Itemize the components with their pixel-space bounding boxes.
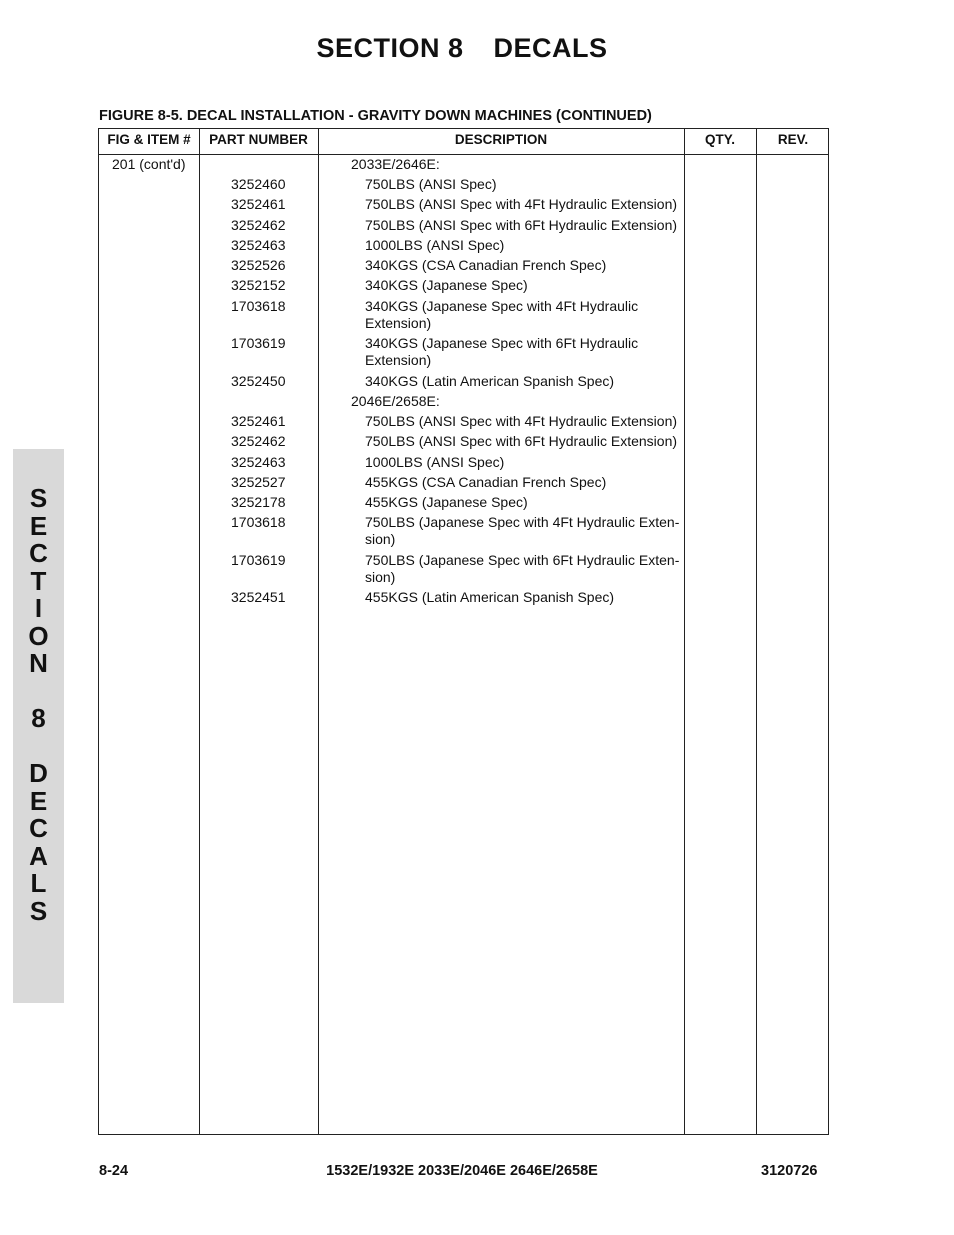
description-cell-continued: sion) (365, 531, 396, 547)
column-divider (318, 129, 319, 1134)
description-cell: 1000LBS (ANSI Spec) (365, 454, 505, 470)
part-number-cell: 3252178 (231, 494, 286, 510)
part-number-cell: 3252462 (231, 433, 286, 449)
description-cell: 750LBS (ANSI Spec with 4Ft Hydraulic Extension) (365, 413, 678, 429)
column-divider (756, 129, 757, 1134)
part-number-cell: 3252461 (231, 196, 286, 212)
part-number-cell: 1703619 (231, 335, 286, 351)
col-header-part-number: PART NUMBER (209, 132, 308, 147)
part-number-cell: 3252461 (231, 413, 286, 429)
side-tab-letter: T (30, 565, 47, 596)
section-side-tab (13, 449, 64, 1003)
description-cell: 750LBS (ANSI Spec with 6Ft Hydraulic Extension) (365, 433, 678, 449)
description-cell: 455KGS (Latin American Spanish Spec) (365, 589, 615, 605)
side-tab-letter: A (29, 840, 48, 871)
column-divider (684, 129, 685, 1134)
description-cell-continued: Extension) (365, 352, 432, 368)
section-title (0, 33, 924, 64)
side-tab-letter: C (29, 538, 48, 568)
part-number-cell: 1703619 (231, 552, 286, 568)
description-cell: 750LBS (Japanese Spec with 4Ft Hydraulic Exten- (365, 514, 680, 530)
section-name: DECALS (493, 33, 608, 63)
description-cell: 750LBS (ANSI Spec with 4Ft Hydraulic Extension) (365, 196, 678, 212)
description-cell: 455KGS (Japanese Spec) (365, 494, 528, 510)
part-number-cell: 3252451 (231, 589, 286, 605)
description-cell: 750LBS (ANSI Spec) (365, 176, 497, 192)
part-number-cell: 3252450 (231, 373, 286, 389)
side-tab-letter: E (29, 510, 48, 541)
figure-title: FIGURE 8-5. DECAL INSTALLATION - GRAVITY DOWN MACHINES (CONTINUED) (99, 108, 652, 124)
part-number-cell: 3252527 (231, 474, 286, 490)
part-number-cell: 3252463 (231, 237, 286, 253)
side-tab-letter: N (29, 648, 48, 678)
parts-table (98, 128, 829, 1135)
description-cell: 340KGS (CSA Canadian French Spec) (365, 257, 607, 273)
model-group-heading: 2046E/2658E: (351, 393, 440, 409)
col-header-rev: REV. (777, 132, 809, 147)
section-label: SECTION 8 (316, 33, 464, 63)
part-number-cell: 1703618 (231, 298, 286, 314)
part-number-cell: 3252460 (231, 176, 286, 192)
col-header-fig-item: FIG & ITEM # (107, 132, 191, 147)
page-number: 8-24 (99, 1163, 129, 1179)
description-cell: 340KGS (Latin American Spanish Spec) (365, 373, 615, 389)
side-tab-letter: L (30, 868, 47, 898)
side-tab-letter: 8 (31, 703, 46, 733)
model-group-heading: 2033E/2646E: (351, 156, 440, 172)
col-header-description: DESCRIPTION (454, 132, 548, 147)
description-cell: 340KGS (Japanese Spec with 6Ft Hydraulic (365, 335, 639, 351)
description-cell-continued: sion) (365, 569, 396, 585)
column-divider (199, 129, 200, 1134)
part-number-cell: 3252463 (231, 454, 286, 470)
description-cell: 340KGS (Japanese Spec with 4Ft Hydraulic (365, 298, 639, 314)
side-tab-letter: D (29, 758, 48, 788)
side-tab-letter: I (34, 593, 43, 623)
part-number-cell: 3252526 (231, 257, 286, 273)
description-cell-continued: Extension) (365, 315, 432, 331)
side-tab-letter: E (29, 785, 48, 816)
side-tab-letter: S (29, 895, 48, 926)
col-header-qty: QTY. (704, 132, 735, 147)
header-divider (99, 154, 828, 155)
description-cell: 340KGS (Japanese Spec) (365, 277, 528, 293)
description-cell: 1000LBS (ANSI Spec) (365, 237, 505, 253)
description-cell: 750LBS (ANSI Spec with 6Ft Hydraulic Extension) (365, 217, 678, 233)
footer-models: 1532E/1932E 2033E/2046E 2646E/2658E (326, 1163, 598, 1179)
side-tab-letter: C (29, 813, 48, 843)
side-tab-letter: S (29, 483, 48, 513)
description-cell: 455KGS (CSA Canadian French Spec) (365, 474, 607, 490)
part-number-cell: 3252152 (231, 277, 286, 293)
side-tab-letter: O (28, 620, 49, 651)
description-cell: 750LBS (Japanese Spec with 6Ft Hydraulic Exten- (365, 552, 680, 568)
part-number-cell: 1703618 (231, 514, 286, 530)
part-number-cell: 3252462 (231, 217, 286, 233)
fig-item-number: 201 (cont'd) (112, 156, 186, 172)
doc-number: 3120726 (761, 1163, 818, 1179)
